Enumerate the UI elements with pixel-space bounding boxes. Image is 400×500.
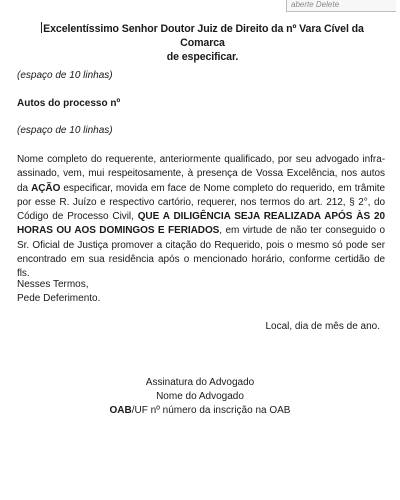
signature-block xyxy=(0,376,400,418)
body-bold-1: AÇÃO xyxy=(31,182,61,194)
signature-oab: OAB xyxy=(109,405,132,416)
body-part-2: especificar, movida em face de Nome completo do requerido, em trâmite por esse R. Juízo e respectivo cartório, requerer, nos termos do art. 212, § 2°, do Código de Processo Civil, xyxy=(17,182,385,223)
body-bold-2: QUE A DILIGÊNCIA SEJA REALIZADA APÓS ÀS 20 HORAS OU AOS DOMINGOS E FERIADOS xyxy=(17,211,385,237)
signature-line-3 xyxy=(0,404,400,418)
signature-line-1: Assinatura do Advogado xyxy=(145,377,255,388)
document-title xyxy=(30,22,375,64)
header-tag: aberte Delete xyxy=(286,0,396,12)
spacing-note-2: (espaço de 10 linhas) xyxy=(17,125,113,136)
title-line-1-text: Excelentíssimo Senhor Doutor Juiz de Direito da nº Vara Cível da Comarca xyxy=(43,23,364,49)
signature-line-2: Nome do Advogado xyxy=(156,391,244,402)
closing xyxy=(17,278,385,306)
closing-line-2: Pede Deferimento. xyxy=(17,293,101,304)
closing-line-1: Nesses Termos, xyxy=(17,279,89,290)
body-part-3: , em virtude de não ter conseguido o Sr. Oficial de Justiça promover a citação do Requerido, pois o mesmo só pode ser encontrado em sua residência após o mencionado horário, conforme certidão de fls. xyxy=(17,225,385,280)
spacing-note-1: (espaço de 10 linhas) xyxy=(17,70,113,81)
petition-body xyxy=(17,153,385,282)
body-part-1: Nome completo do requerente, anteriormente qualificado, por seu advogado infra-assinado, vem, mui respeitosamente, à presença de Vossa Excelência, nos autos da xyxy=(17,154,385,194)
title-line-1 xyxy=(30,22,375,50)
title-line-2: de especificar. xyxy=(166,51,239,63)
process-label: Autos do processo nº xyxy=(17,98,121,109)
place-date: Local, dia de mês de ano. xyxy=(265,321,380,332)
signature-oab-rest: /UF nº número da inscrição na OAB xyxy=(131,405,291,416)
